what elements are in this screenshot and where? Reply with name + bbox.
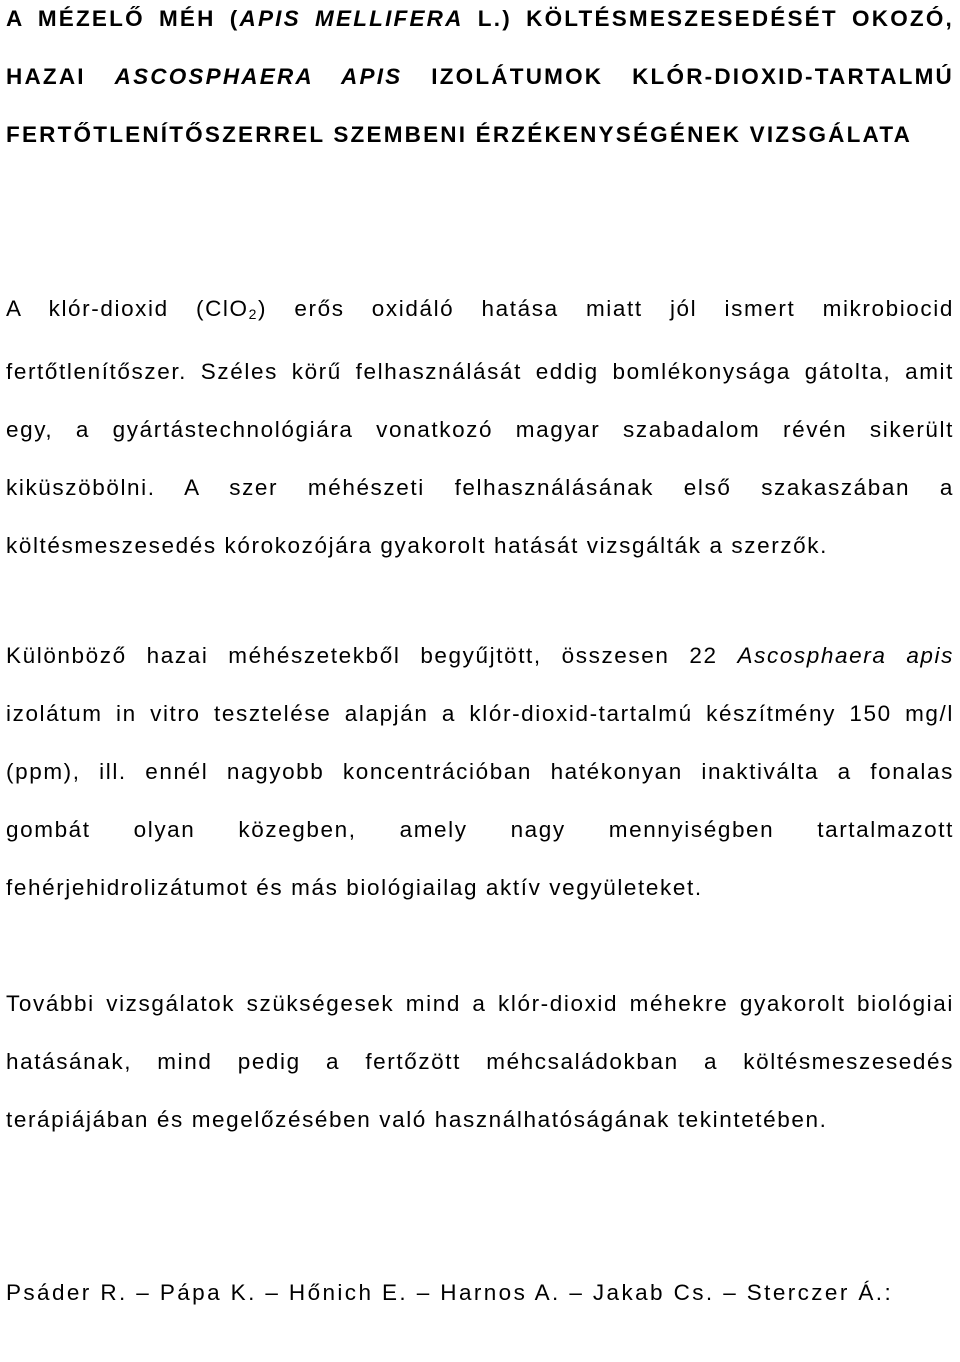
abstract-paragraph-3: További vizsgálatok szükségesek mind a klór-dioxid méhekre gyakorolt biológiai hatásának, mind pedig a fertőzött méhcsaládokban a költésmeszesedés terápiájában és megelőzésében való használhatóságának tekintetében. [6, 991, 954, 1132]
abstract-p2-rest: izolátum in vitro tesztelése alapján a klór-dioxid-tartalmú készítmény 150 mg/l (ppm), ill. ennél nagyobb koncentrációban hatékonyan inaktiválta a fonalas gombát olyan közegben, amely nagy mennyiségben tartalmazott fehérjehidrolizátumot és más biológiailag aktív vegyületeket. [6, 701, 954, 900]
title-genus-name: ASCOSPHAERA APIS [114, 64, 403, 89]
title-part-1: A MÉZELŐ MÉH ( [6, 6, 240, 31]
abstract-species-name: Ascosphaera apis [737, 643, 954, 668]
abstract-paragraph-2 [6, 627, 954, 917]
title-species-name: APIS MELLIFERA [239, 6, 464, 31]
abstract-p1-start: A klór-dioxid (ClO [6, 296, 249, 321]
paper-title [6, 0, 954, 164]
abstract-paragraph-1 [6, 280, 954, 575]
abstract-p1-rest: ) erős oxidáló hatása miatt jól ismert mikrobiocid fertőtlenítőszer. Széles körű felhasználását eddig bomlékonysága gátolta, amit egy, a gyártástechnológiára vonatkozó magyar szabadalom révén sikerült kiküszöbölni. A szer méhészeti felhasználásának első szakaszában a költésmeszesedés kórokozójára gyakorolt hatását vizsgálták a szerzők. [6, 296, 954, 558]
title-part-2: L.) KÖLTÉSMESZESEDÉSÉT OKOZÓ, HAZAI [6, 6, 954, 89]
chem-subscript: 2 [248, 306, 259, 322]
title-part-3: IZOLÁTUMOK KLÓR-DIOXID-TARTALMÚ FERTŐTLENÍTŐSZERREL SZEMBENI ÉRZÉKENYSÉGÉNEK VIZSGÁLATA [6, 64, 954, 147]
document-page [6, 0, 954, 1305]
author-list: Psáder R. – Pápa K. – Hőnich E. – Harnos A. – Jakab Cs. – Sterczer Á.: [6, 1280, 894, 1305]
abstract-p2-start: Különböző hazai méhészetekből begyűjtött, összesen 22 [6, 643, 738, 668]
